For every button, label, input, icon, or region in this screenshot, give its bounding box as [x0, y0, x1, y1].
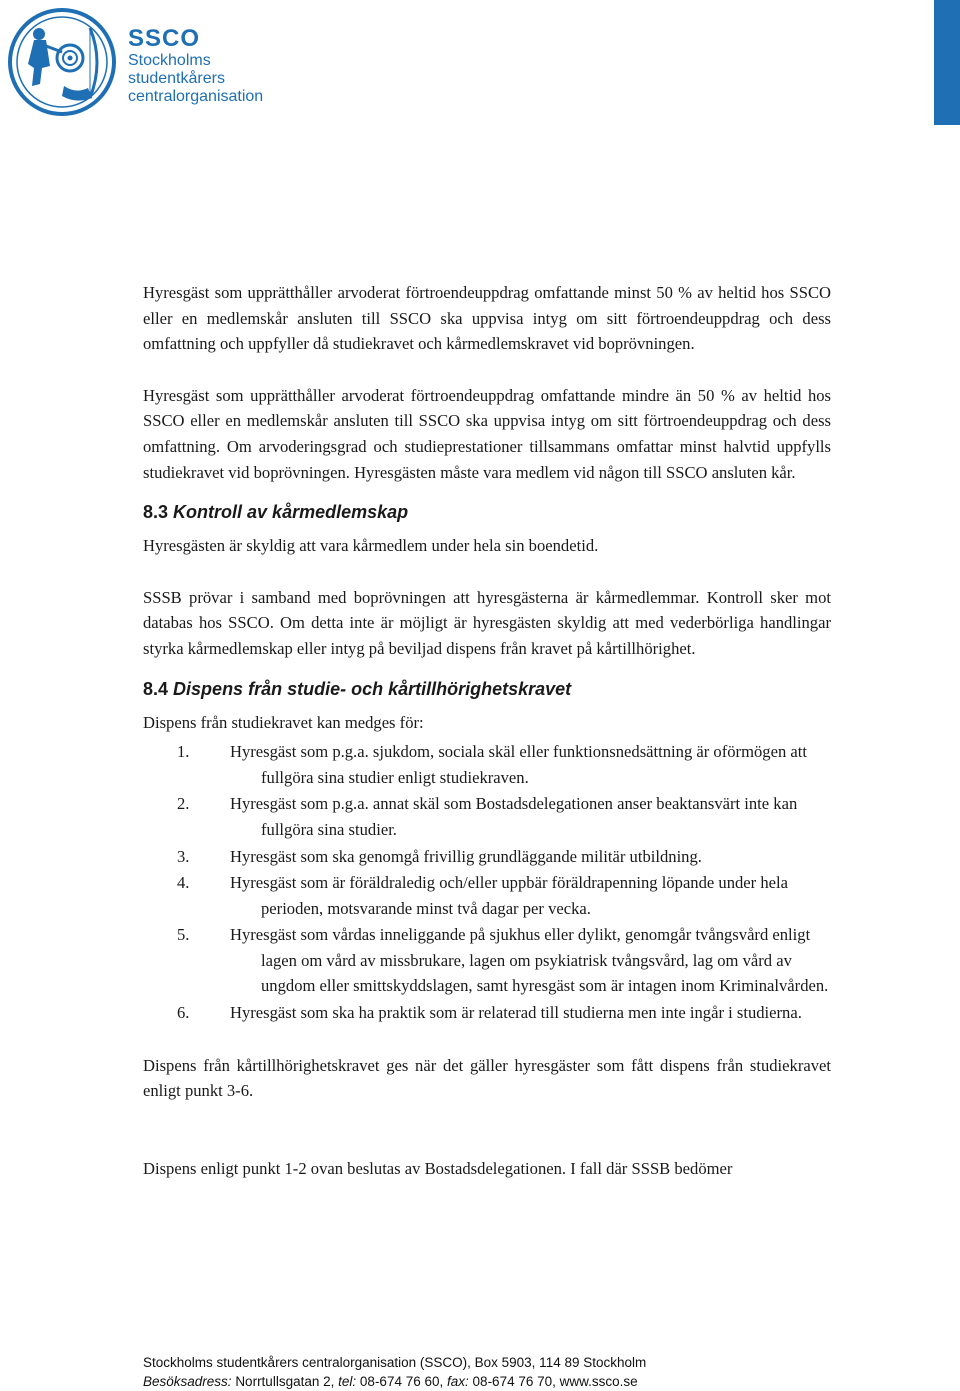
tel-value: 08-674 76 60, [359, 1374, 444, 1389]
fax-label: fax: [447, 1374, 469, 1389]
brand-color-bar [934, 0, 960, 125]
section-title: Dispens från studie- och kårtillhörighetskravet [173, 678, 572, 699]
list-item: 6. Hyresgäst som ska ha praktik som är relaterad till studierna men inte ingår i studierna. [177, 1003, 802, 1023]
org-name-line: Stockholms [128, 52, 211, 69]
website-link[interactable]: www.ssco.se [559, 1374, 638, 1389]
org-abbreviation: SSCO [128, 25, 201, 52]
footer-contact [143, 1372, 646, 1391]
section-number: 8.3 [143, 502, 169, 523]
list-item: 3. Hyresgäst som ska genomgå frivillig grundläggande militär utbildning. [177, 846, 702, 866]
paragraph: Dispens från kårtillhörighetskravet ges när det gäller hyresgäster som fått dispens från studiekravet enligt punkt 3-6. [143, 1055, 831, 1101]
document-body [143, 280, 831, 1181]
org-name-line: centralorganisation [128, 88, 264, 105]
paragraph: Dispens enligt punkt 1-2 ovan beslutas av Bostadsdelegationen. I fall där SSSB bedömer [143, 1158, 733, 1178]
section-number: 8.4 [143, 678, 169, 699]
list-item: 2. Hyresgäst som p.g.a. annat skäl som Bostadsdelegationen anser beaktansvärt inte kan fullgöra sina studier. [177, 794, 798, 839]
footer-org-address: Stockholms studentkårers centralorganisation (SSCO), Box 5903, 114 89 Stockholm [143, 1355, 647, 1370]
paragraph: Hyresgäst som upprätthåller arvoderat förtroendeuppdrag omfattande minst 50 % av heltid hos SSCO eller en medlemskår ansluten till SSCO ska uppvisa intyg om sitt förtroendeuppdrag och dess omfattning och uppfyller då studiekravet och kårmedlemskravet vid boprövningen. [143, 283, 831, 354]
tel-label: tel: [338, 1374, 357, 1389]
list-item: 5. Hyresgäst som vårdas inneliggande på sjukhus eller dylikt, genomgår tvångsvård enligt lagen om vård av missbrukare, lagen om psykiatrisk tvångsvård, lag om vård av ungdom eller smittskyddslagen, samt hyresgäst som är intagen inom Kriminalvården. [177, 925, 829, 996]
list-item: 4. Hyresgäst som är föräldraledig och/eller uppbär föräldrapenning löpande under hela perioden, motsvarande minst två dagar per vecka. [177, 873, 788, 918]
page-footer [143, 1353, 646, 1391]
section-heading-8-3 [143, 499, 831, 525]
visit-value: Norrtullsgatan 2, [235, 1374, 335, 1389]
paragraph: Hyresgästen är skyldig att vara kårmedlem under hela sin boendetid. [143, 536, 599, 556]
visit-label: Besöksadress: [143, 1374, 232, 1389]
list-item: 1. Hyresgäst som p.g.a. sjukdom, sociala skäl eller funktionsnedsättning är oförmögen att fullgöra sina studier enligt studiekraven. [177, 742, 807, 787]
org-brand [128, 26, 263, 106]
fax-value: 08-674 76 70, [472, 1374, 556, 1389]
dispens-list [143, 739, 831, 1026]
ssco-logo-seal-icon [6, 6, 118, 118]
paragraph: Hyresgäst som upprätthåller arvoderat förtroendeuppdrag omfattande mindre än 50 % av heltid hos SSCO eller en medlemskår ansluten till SSCO ska uppvisa intyg om sitt förtroendeuppdrag och dess omfattning. Om arvoderingsgrad och studieprestationer tillsammans omfattar minst halvtid uppfylls studiekravet vid boprövningen. Hyresgästen måste vara medlem vid någon till SSCO ansluten kår. [143, 385, 831, 482]
section-title: Kontroll av kårmedlemskap [173, 502, 409, 523]
section-heading-8-4 [143, 676, 831, 702]
org-name-line: studentkårers [128, 70, 225, 87]
paragraph: Dispens från studiekravet kan medges för: [143, 712, 424, 732]
paragraph: SSSB prövar i samband med boprövningen att hyresgästerna är kårmedlemmar. Kontroll sker mot databas hos SSCO. Om detta inte är möjligt är hyresgästen skyldig att med vederbörliga handlingar styrka kårmedlemskap eller intyg på beviljad dispens från kravet på kårtillhörighet. [143, 587, 831, 658]
